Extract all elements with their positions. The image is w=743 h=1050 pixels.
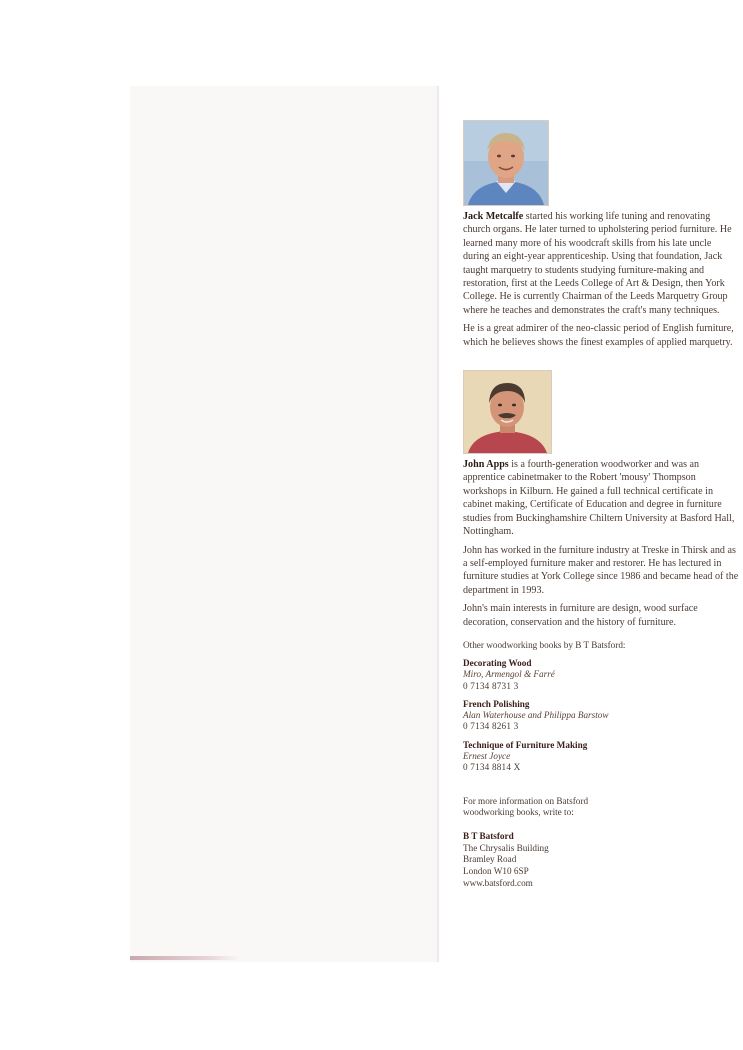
bio-paragraph — [463, 458, 739, 538]
author-name: Jack Metcalfe — [463, 211, 524, 222]
book-entry — [463, 658, 739, 692]
book-entry — [463, 740, 739, 774]
portrait-jack-metcalfe — [463, 120, 549, 206]
author-name: John Apps — [463, 459, 509, 471]
book-title: French Polishing — [463, 698, 530, 709]
book-title: Decorating Wood — [463, 657, 532, 668]
bio-john-apps — [463, 458, 739, 629]
book-entry — [463, 699, 739, 733]
book-isbn: 0 7134 8814 X — [463, 762, 521, 773]
page-edge-mark — [130, 956, 240, 960]
book-author: Ernest Joyce — [463, 751, 511, 762]
address-line: London W10 6SP — [463, 865, 529, 876]
left-page-blank — [130, 86, 438, 962]
publisher-website: www.batsford.com — [463, 877, 533, 888]
book-author: Miro, Armengol & Farré — [463, 669, 555, 680]
publisher-address — [463, 831, 739, 890]
author-page — [463, 120, 739, 889]
book-author: Alan Waterhouse and Philippa Barstow — [463, 710, 609, 721]
bio-paragraph: John has worked in the furniture industry at Treske in Thirsk and as a self-employed furniture maker and restorer. He has lectured in furniture studies at York College since 1986 and became head of the department in 1993. — [463, 544, 739, 596]
bio-text: started his working life tuning and renovating church organs. He later turned to upholstering period furniture. He learned many more of his woodcraft skills from his late uncle during an eight-year apprenticeship. Using that foundation, Jack taught marquetry to students studying furniture-making and restoration, first at the Leeds College of Art & Design, then York College. He is currently Chairman of the Leeds Marquetry Group where he teaches and demonstrates the craft's many techniques. — [463, 211, 732, 316]
book-title: Technique of Furniture Making — [463, 739, 588, 750]
books-intro: Other woodworking books by B T Batsford: — [463, 639, 626, 650]
portrait-john-apps — [463, 370, 552, 454]
bio-jack-metcalfe — [463, 210, 739, 349]
bio-paragraph: John's main interests in furniture are design, wood surface decoration, conservation and the history of furniture. — [463, 603, 698, 628]
book-spine — [437, 86, 439, 962]
book-isbn: 0 7134 8261 3 — [463, 721, 519, 732]
bio-text: is a fourth-generation woodworker and was an apprentice cabinetmaker to the Robert 'mousy' Thompson workshops in Kilburn. He gained a full technical certificate in cabinet making, Certificate of Education and degree in furniture studies from Buckinghamshire Chiltern University at Basford Hall, Nottingham. — [463, 459, 735, 538]
book-isbn: 0 7134 8731 3 — [463, 680, 519, 691]
portrait-icon — [464, 121, 548, 205]
address-line: Bramley Road — [463, 854, 517, 865]
address-line: The Chrysalis Building — [463, 842, 549, 853]
bio-paragraph: He is a great admirer of the neo-classic period of English furniture, which he believes shows the finest examples of applied marquetry. — [463, 323, 734, 348]
bio-paragraph — [463, 210, 739, 317]
publisher-name: B T Batsford — [463, 830, 514, 841]
more-info-text: For more information on Batsford woodworking books, write to: — [463, 795, 589, 818]
portrait-icon — [464, 371, 551, 453]
